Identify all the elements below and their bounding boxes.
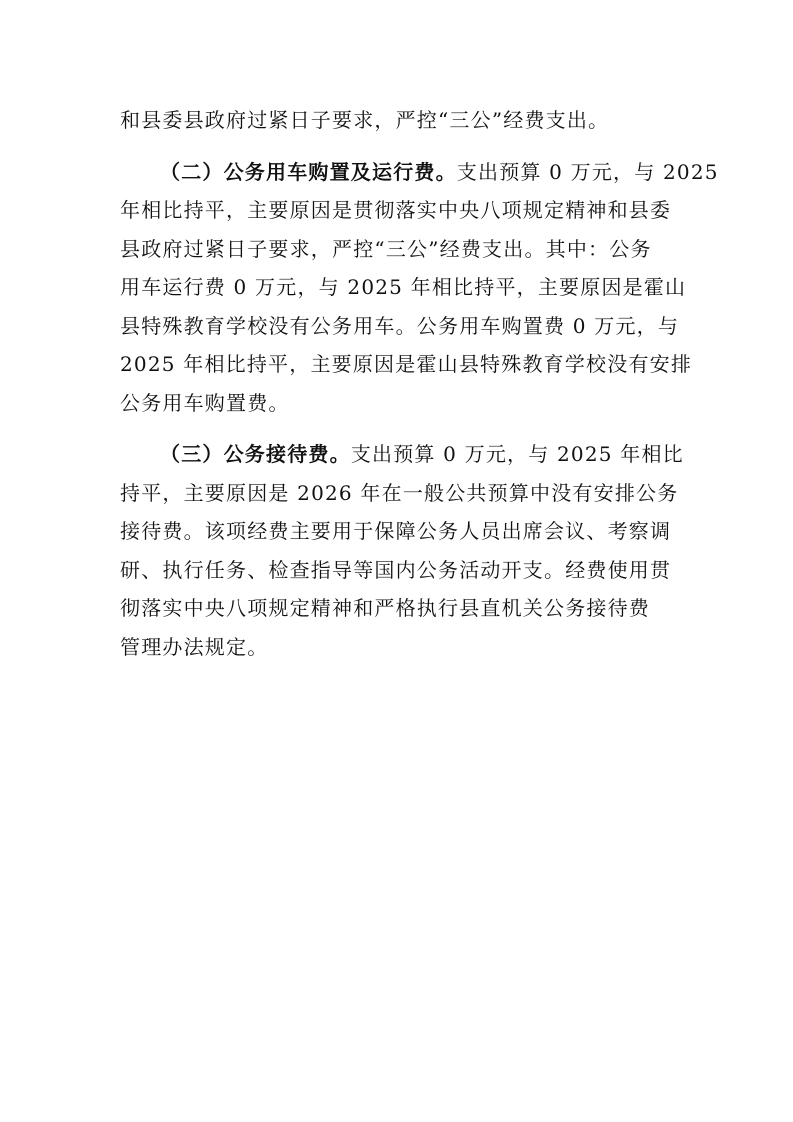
section-heading-reception: （三）公务接待费。 [160, 442, 351, 466]
text-line [120, 345, 693, 384]
paragraph-reception-expense [120, 435, 684, 666]
text-line [120, 551, 680, 590]
text-line [120, 153, 719, 192]
paragraph-vehicle-expense [120, 153, 719, 423]
body-text: 支出预算 0 万元，与 2025 [456, 159, 719, 184]
body-text: 公务用车购置费。 [120, 390, 290, 415]
text-line [120, 230, 680, 269]
text-line [120, 512, 680, 551]
body-text: 接待费。该项经费主要用于保障公务人员出席会议、考察调 [120, 519, 672, 543]
text-line [120, 268, 687, 307]
body-text: 彻落实中央八项规定精神和严格执行县直机关公务接待费 [120, 596, 650, 620]
body-text: 县特殊教育学校没有公务用车。公务用车购置费 0 万元，与 [120, 313, 680, 338]
body-text: 和县委县政府过紧日子要求，严控“三公”经费支出。 [120, 108, 610, 132]
paragraph-intro-continuation [120, 101, 680, 140]
text-line [120, 589, 680, 628]
body-text: 研、执行任务、检查指导等国内公务活动开支。经费使用贯 [120, 557, 672, 582]
body-text: 年相比持平，主要原因是贯彻落实中央八项规定精神和县委 [120, 198, 672, 222]
text-line [120, 435, 684, 474]
section-heading-vehicle: （二）公务用车购置及运行费。 [160, 159, 457, 184]
body-text: 管理办法规定。 [120, 634, 269, 659]
text-line [120, 191, 680, 230]
document-body [120, 101, 719, 666]
body-text: 持平，主要原因是 2026 年在一般公共预算中没有安排公务 [120, 480, 679, 505]
text-line [120, 101, 680, 140]
text-line [120, 628, 680, 667]
text-line [120, 474, 680, 513]
body-text: 县政府过紧日子要求，严控“三公”经费支出。其中：公务 [120, 236, 652, 261]
body-text: 2025 年相比持平，主要原因是霍山县特殊教育学校没有安排 [120, 352, 693, 376]
body-text: 用车运行费 0 万元，与 2025 年相比持平，主要原因是霍山 [120, 275, 687, 299]
text-line [120, 384, 680, 423]
body-text: 支出预算 0 万元，与 2025 年相比 [350, 442, 684, 466]
text-line [120, 307, 680, 346]
